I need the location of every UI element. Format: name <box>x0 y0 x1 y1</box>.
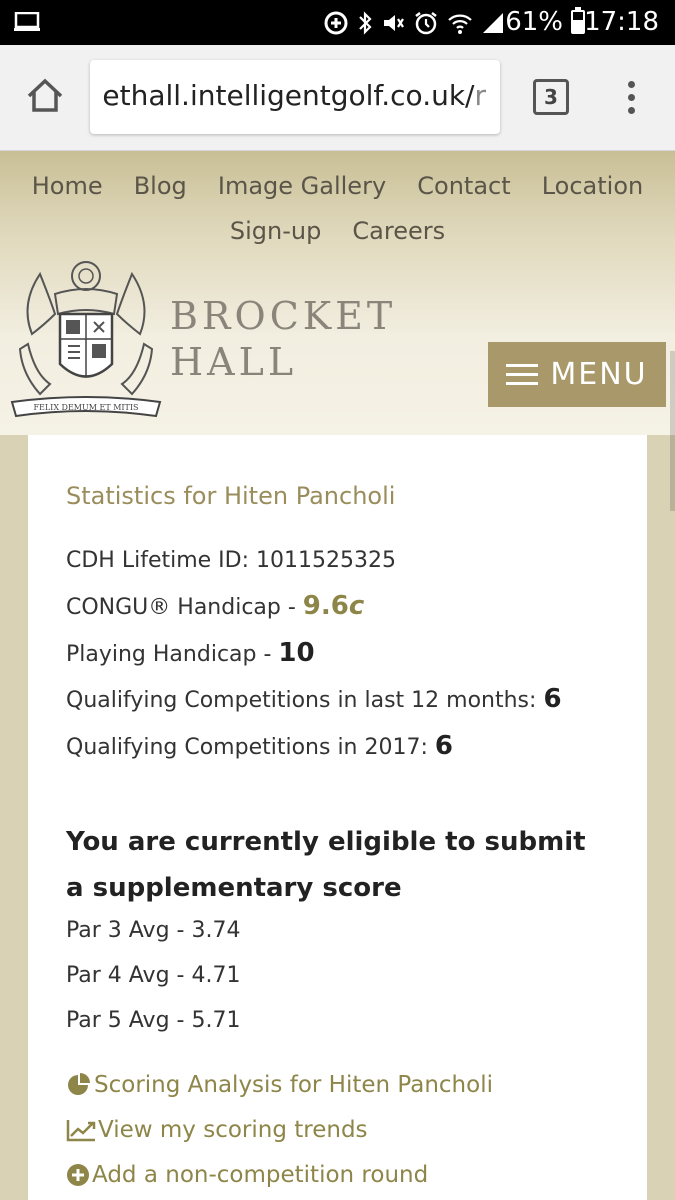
qualifying-12-label: Qualifying Competitions in last 12 months: <box>66 688 544 713</box>
congu-value-suffix: c <box>348 591 365 621</box>
nav-image-gallery[interactable]: Image Gallery <box>217 172 387 200</box>
plus-circle-icon <box>66 1163 90 1187</box>
page-title: Statistics for Hiten Pancholi <box>66 482 396 510</box>
nav-blog[interactable]: Blog <box>133 172 187 200</box>
congu-handicap-label: CONGU® Handicap - <box>66 595 303 620</box>
url-bar[interactable] <box>90 60 500 134</box>
battery-percent: 61% <box>505 7 563 37</box>
status-icons <box>323 7 505 39</box>
qualifying-2017-label: Qualifying Competitions in 2017: <box>66 735 435 760</box>
overflow-menu-icon[interactable] <box>624 81 638 117</box>
congu-handicap-value <box>303 591 364 621</box>
par3-average: Par 3 Avg - 3.74 <box>66 918 241 943</box>
alarm-icon <box>413 10 439 36</box>
data-saver-icon <box>323 10 349 36</box>
nav-home[interactable]: Home <box>31 172 103 200</box>
par5-average: Par 5 Avg - 5.71 <box>66 1008 241 1033</box>
browser-toolbar <box>0 45 675 151</box>
playing-handicap-label: Playing Handicap - <box>66 642 279 667</box>
site-header <box>0 151 675 435</box>
statistics-card <box>28 435 647 1200</box>
nav-sign-up[interactable]: Sign-up <box>229 217 322 245</box>
playing-handicap <box>66 638 315 668</box>
battery-icon <box>571 10 585 34</box>
congu-handicap <box>66 591 364 621</box>
site-logo-text[interactable] <box>170 293 396 385</box>
crest-motto: FELIX DEMUM ET MITIS <box>33 403 139 412</box>
battery-fill <box>573 20 583 32</box>
qualifying-2017-value: 6 <box>434 731 453 761</box>
qualifying-last-12-months <box>66 684 562 714</box>
url-path: r <box>474 79 486 112</box>
menu-button[interactable] <box>488 342 666 407</box>
scoring-trends-link[interactable] <box>66 1117 368 1143</box>
tab-switcher-button[interactable]: 3 <box>533 79 569 115</box>
cdh-lifetime-id: CDH Lifetime ID: 1011525325 <box>66 548 396 573</box>
status-bar <box>0 0 675 45</box>
add-round-label: Add a non-competition round <box>92 1162 429 1188</box>
scrollbar[interactable] <box>670 351 675 511</box>
screen-cast-icon <box>14 12 40 32</box>
scoring-analysis-label: Scoring Analysis for Hiten Pancholi <box>94 1072 493 1098</box>
pie-chart-icon <box>66 1072 92 1098</box>
signal-icon <box>481 11 505 35</box>
par4-average: Par 4 Avg - 4.71 <box>66 963 241 988</box>
eligibility-heading: You are currently eligible to submit a supplementary score <box>66 827 586 903</box>
add-round-link[interactable] <box>66 1162 428 1188</box>
scoring-trends-label: View my scoring trends <box>98 1117 368 1143</box>
qualifying-12-value: 6 <box>543 684 562 714</box>
mute-icon <box>381 11 405 35</box>
main-nav <box>0 164 675 254</box>
bluetooth-icon <box>357 10 373 36</box>
logo-line-2: HALL <box>170 340 298 384</box>
crest-logo[interactable] <box>10 254 162 420</box>
nav-careers[interactable]: Careers <box>352 217 446 245</box>
url-host: ethall.intelligentgolf.co.uk/ <box>102 79 475 112</box>
nav-location[interactable]: Location <box>541 172 644 200</box>
scoring-analysis-link[interactable] <box>66 1072 493 1098</box>
menu-label: MENU <box>550 357 648 392</box>
playing-handicap-value: 10 <box>278 638 315 668</box>
congu-value-number: 9.6 <box>302 591 349 621</box>
home-icon[interactable] <box>24 75 66 117</box>
logo-line-1: BROCKET <box>170 294 397 338</box>
line-chart-icon <box>66 1118 96 1142</box>
qualifying-2017 <box>66 731 453 761</box>
wifi-icon <box>447 11 473 35</box>
nav-contact[interactable]: Contact <box>417 172 511 200</box>
hamburger-icon <box>506 364 538 386</box>
url-text <box>102 79 486 112</box>
clock: 17:18 <box>584 7 659 37</box>
